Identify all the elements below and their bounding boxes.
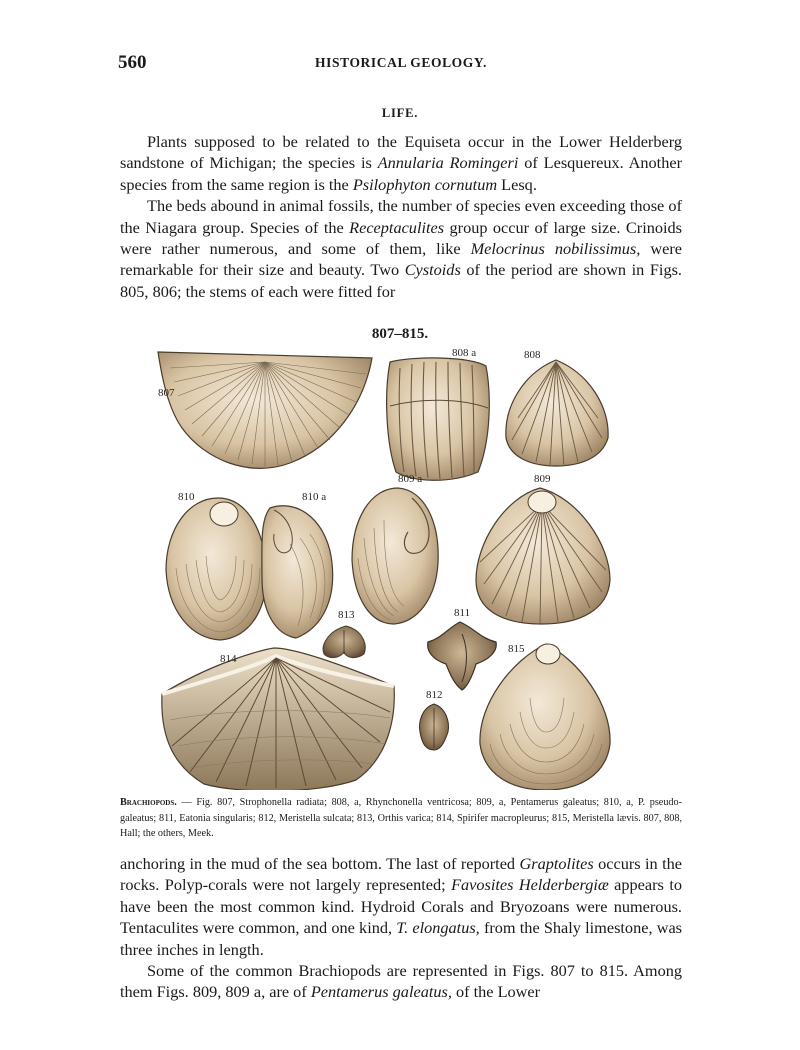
fossil-808a <box>387 358 490 480</box>
figure-caption <box>120 795 682 842</box>
fig-label-807: 807 <box>158 387 175 399</box>
paragraph-brachiopods <box>120 960 682 1003</box>
text-run: Some of the common Brachiopods are represented in Figs. 807 to 815. Among them Figs. 809, 809 a, are of <box>120 961 682 1002</box>
taxon-name: Cystoids <box>404 260 461 280</box>
fig-label-808a: 808 a <box>452 348 477 359</box>
fig-label-815: 815 <box>508 643 525 655</box>
text-run: Plants supposed to be related to the Equiseta occur in the Lower Helderberg sandstone of Michigan; the species is <box>120 132 682 173</box>
body-text-top <box>120 131 682 302</box>
running-title: HISTORICAL GEOLOGY. <box>315 55 487 70</box>
body-text-bottom <box>120 853 682 1003</box>
fossil-810 <box>166 498 267 640</box>
fossil-809 <box>476 488 610 624</box>
species-name: T. elongatus, <box>396 918 480 938</box>
text-run: anchoring in the mud of the sea bottom. The last of reported <box>120 854 520 873</box>
section-heading: LIFE. <box>381 106 419 120</box>
paragraph-equiseta <box>120 131 682 195</box>
text-run: group occur of large size. Crinoids were rather numerous, and some of them, like <box>120 217 683 259</box>
fig-label-809a: 809 a <box>398 473 423 485</box>
text-run: occurs in the rocks. Polyp-corals were not largely represented; <box>120 854 682 895</box>
text-run: of Lesquereux. Another species from the same region is the <box>120 153 682 194</box>
text-run: appears to have been the most common kind. Hydroid Corals and Bryozoans were numerous. Tentaculites were common, and one kind, <box>120 875 682 938</box>
text-run: of the period are shown in Figs. 805, 806; the stems of each were fitted for <box>120 260 682 301</box>
caption-body: — Fig. 807, Strophonella radiata; 808, a, Rhynchonella ventricosa; 809, a, Pentamerus galeatus; 810, a, P. pseudo-galeatus; 811, Eatonia singularis; 812, Meristella sulcata; 813, Orthis varica; 814, Spirifer macropleurus; 815, Meristella lævis. 807, 808, Hall; the others, Meek. <box>120 797 682 839</box>
fossil-807 <box>158 352 372 468</box>
genus-name: Receptaculites <box>349 217 445 237</box>
fig-label-812: 812 <box>426 689 443 701</box>
text-run: from the Shaly limestone, was three inches in length. <box>120 918 683 959</box>
species-name: Psilophyton cornutum <box>352 174 498 194</box>
brachiopod-illustration <box>150 348 620 790</box>
text-run: of the Lower <box>451 982 541 1002</box>
fig-label-810: 810 <box>178 491 195 503</box>
paragraph-continuation <box>120 853 682 960</box>
species-name: Melocrinus nobilissimus, <box>470 239 641 259</box>
fossil-812 <box>420 704 449 750</box>
figure-range-label: 807–815. <box>371 326 429 342</box>
fig-label-809: 809 <box>534 473 551 485</box>
fig-label-814: 814 <box>220 653 237 665</box>
brachiopod-plate <box>150 348 620 790</box>
fossil-813 <box>323 626 365 658</box>
fig-label-813: 813 <box>338 609 355 621</box>
text-run: were remarkable for their size and beauty. Two <box>120 239 682 280</box>
paragraph-animal-fossils <box>120 195 682 302</box>
text-run: The beds abound in animal fossils, the number of species even exceeding those of the Niagara group. Species of the <box>120 196 682 237</box>
fossil-814 <box>162 648 394 790</box>
running-head <box>118 52 684 74</box>
species-name: Annularia Romingeri <box>377 153 519 173</box>
fig-label-810a: 810 a <box>302 491 327 503</box>
species-name: Favosites Helderbergiæ <box>451 875 609 895</box>
genus-name: Graptolites <box>519 854 594 873</box>
text-run: Lesq. <box>497 174 537 194</box>
page-number: 560 <box>118 52 147 73</box>
fig-label-808: 808 <box>524 349 541 361</box>
fossil-815 <box>480 644 610 790</box>
fossil-809a <box>352 488 438 624</box>
fig-label-811: 811 <box>454 607 471 619</box>
fossil-811 <box>428 622 497 690</box>
caption-lead: Brachiopods. <box>120 797 177 808</box>
fossil-810a <box>262 506 333 638</box>
fossil-808 <box>506 360 608 466</box>
species-name: Pentamerus galeatus, <box>310 982 452 1002</box>
